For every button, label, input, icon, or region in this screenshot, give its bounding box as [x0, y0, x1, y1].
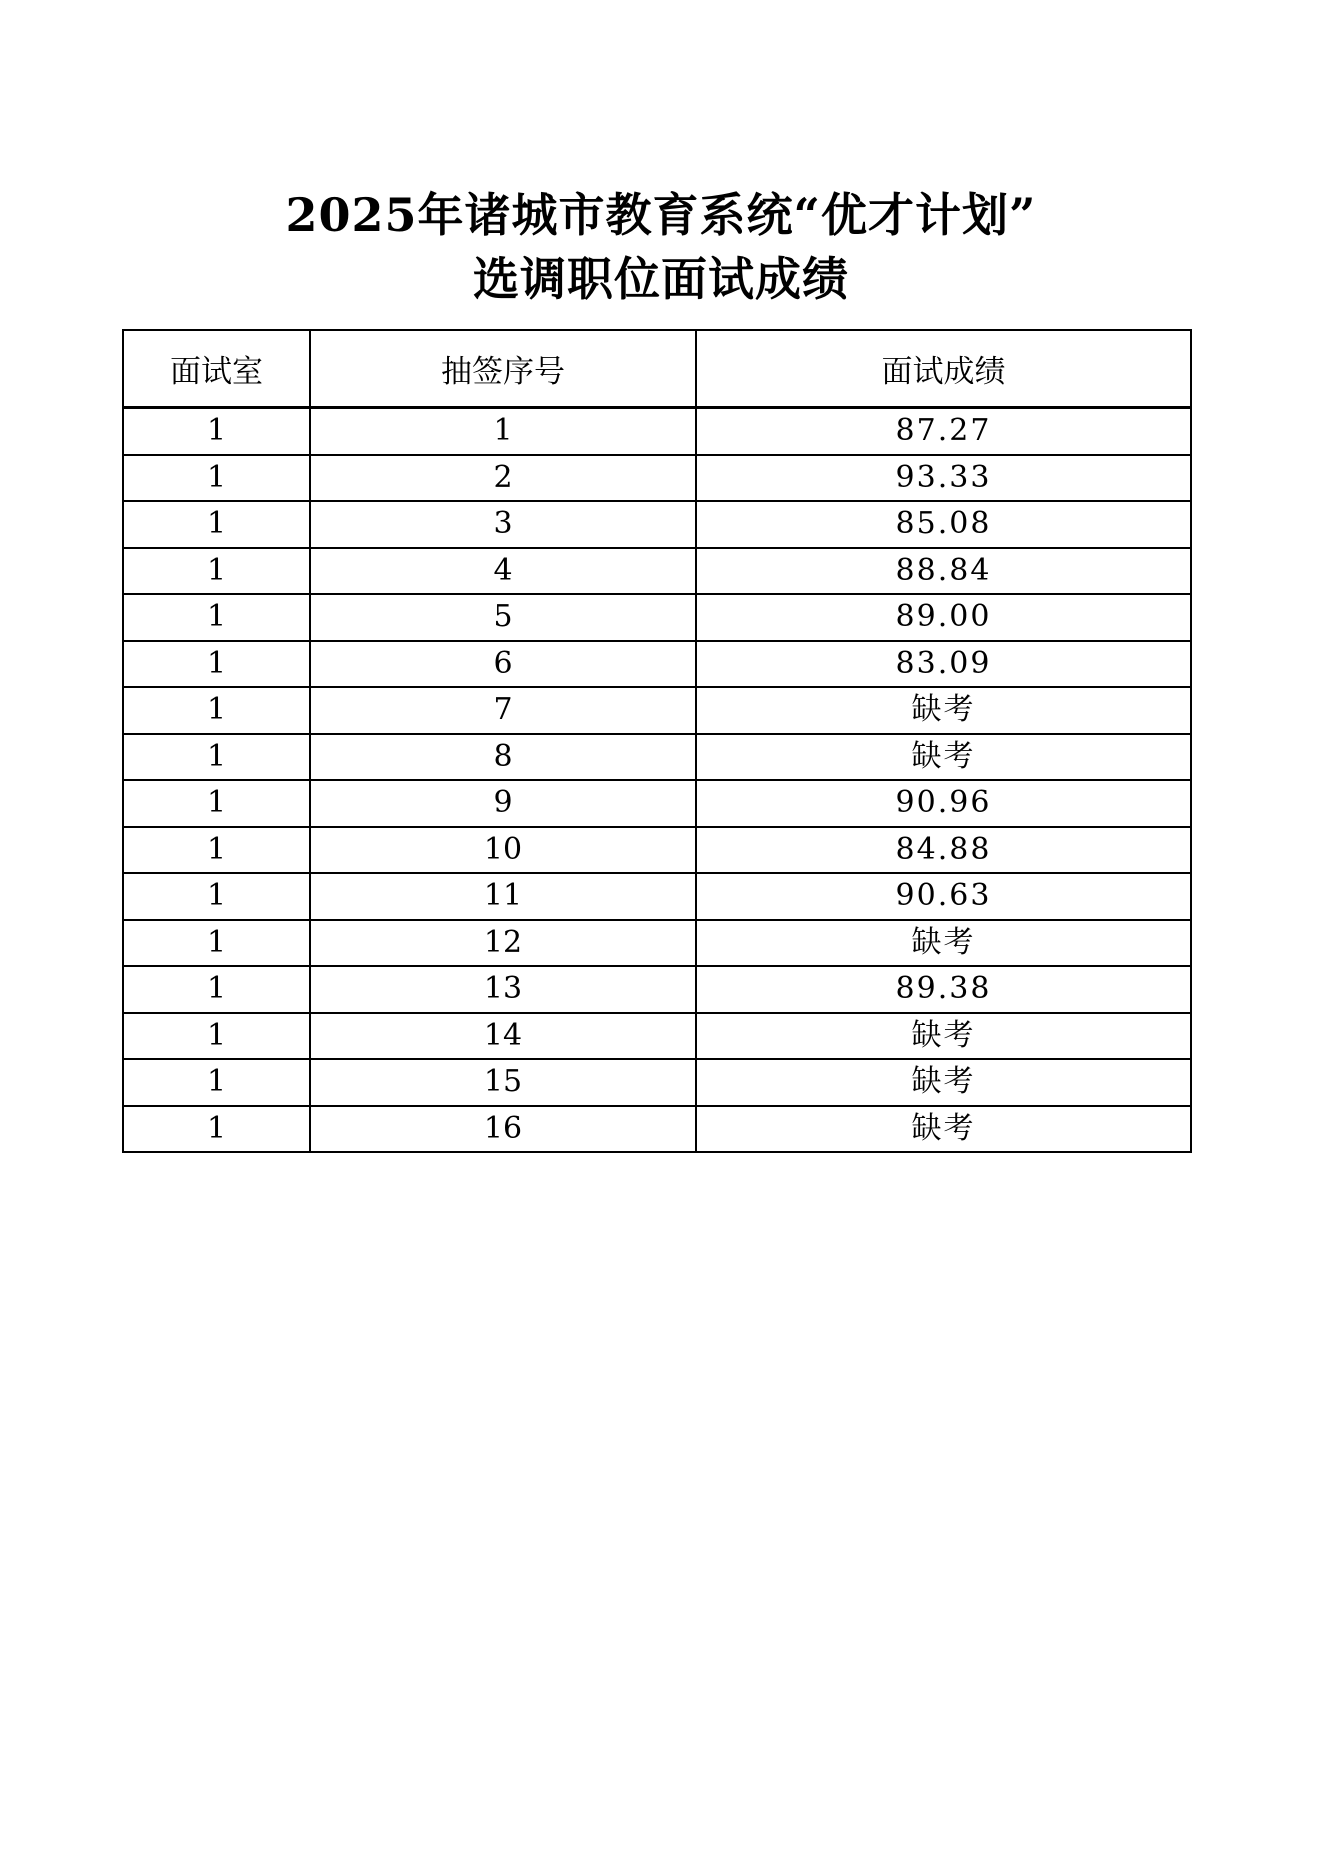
cell-score: 缺考 — [696, 1059, 1191, 1106]
table-row — [123, 548, 1191, 595]
cell-score: 87.27 — [696, 408, 1191, 455]
cell-score: 90.63 — [696, 873, 1191, 920]
cell-draw-number: 13 — [310, 966, 696, 1013]
cell-room: 1 — [123, 1013, 310, 1060]
cell-score: 缺考 — [696, 920, 1191, 967]
cell-draw-number: 8 — [310, 734, 696, 781]
table-row — [123, 641, 1191, 688]
cell-draw-number: 4 — [310, 548, 696, 595]
cell-draw-number: 6 — [310, 641, 696, 688]
cell-draw-number: 16 — [310, 1106, 696, 1153]
table-row — [123, 501, 1191, 548]
cell-room: 1 — [123, 594, 310, 641]
cell-draw-number: 7 — [310, 687, 696, 734]
cell-room: 1 — [123, 548, 310, 595]
cell-score: 缺考 — [696, 734, 1191, 781]
table-row — [123, 594, 1191, 641]
cell-room: 1 — [123, 408, 310, 455]
cell-score: 89.00 — [696, 594, 1191, 641]
table-row — [123, 734, 1191, 781]
cell-room: 1 — [123, 641, 310, 688]
cell-score: 缺考 — [696, 1106, 1191, 1153]
cell-room: 1 — [123, 1059, 310, 1106]
cell-room: 1 — [123, 734, 310, 781]
table-row — [123, 780, 1191, 827]
cell-draw-number: 12 — [310, 920, 696, 967]
table-row — [123, 1059, 1191, 1106]
cell-room: 1 — [123, 455, 310, 502]
document-title-line-2: 选调职位面试成绩 — [473, 252, 849, 306]
cell-draw-number: 10 — [310, 827, 696, 874]
cell-score: 89.38 — [696, 966, 1191, 1013]
cell-score: 缺考 — [696, 687, 1191, 734]
cell-score: 93.33 — [696, 455, 1191, 502]
cell-score: 缺考 — [696, 1013, 1191, 1060]
table-row — [123, 827, 1191, 874]
table-header-row — [123, 330, 1191, 408]
table-row — [123, 455, 1191, 502]
document-title-line-1: 2025年诸城市教育系统“优才计划” — [285, 188, 1037, 242]
cell-draw-number: 14 — [310, 1013, 696, 1060]
table-row — [123, 1013, 1191, 1060]
cell-draw-number: 11 — [310, 873, 696, 920]
cell-room: 1 — [123, 687, 310, 734]
table-row — [123, 966, 1191, 1013]
cell-score: 84.88 — [696, 827, 1191, 874]
header-room: 面试室 — [123, 330, 310, 408]
cell-room: 1 — [123, 920, 310, 967]
cell-draw-number: 9 — [310, 780, 696, 827]
cell-draw-number: 5 — [310, 594, 696, 641]
cell-score: 90.96 — [696, 780, 1191, 827]
cell-room: 1 — [123, 827, 310, 874]
cell-draw-number: 3 — [310, 501, 696, 548]
cell-draw-number: 2 — [310, 455, 696, 502]
cell-room: 1 — [123, 780, 310, 827]
table-row — [123, 408, 1191, 455]
table-row — [123, 687, 1191, 734]
cell-room: 1 — [123, 501, 310, 548]
cell-draw-number: 15 — [310, 1059, 696, 1106]
cell-room: 1 — [123, 873, 310, 920]
cell-room: 1 — [123, 1106, 310, 1153]
cell-score: 85.08 — [696, 501, 1191, 548]
cell-draw-number: 1 — [310, 408, 696, 455]
interview-score-table — [122, 329, 1192, 1153]
table-row — [123, 873, 1191, 920]
cell-room: 1 — [123, 966, 310, 1013]
table-row — [123, 920, 1191, 967]
cell-score: 88.84 — [696, 548, 1191, 595]
table-body — [123, 408, 1191, 1153]
cell-score: 83.09 — [696, 641, 1191, 688]
header-score: 面试成绩 — [696, 330, 1191, 408]
header-draw-number: 抽签序号 — [310, 330, 696, 408]
table-row — [123, 1106, 1191, 1153]
